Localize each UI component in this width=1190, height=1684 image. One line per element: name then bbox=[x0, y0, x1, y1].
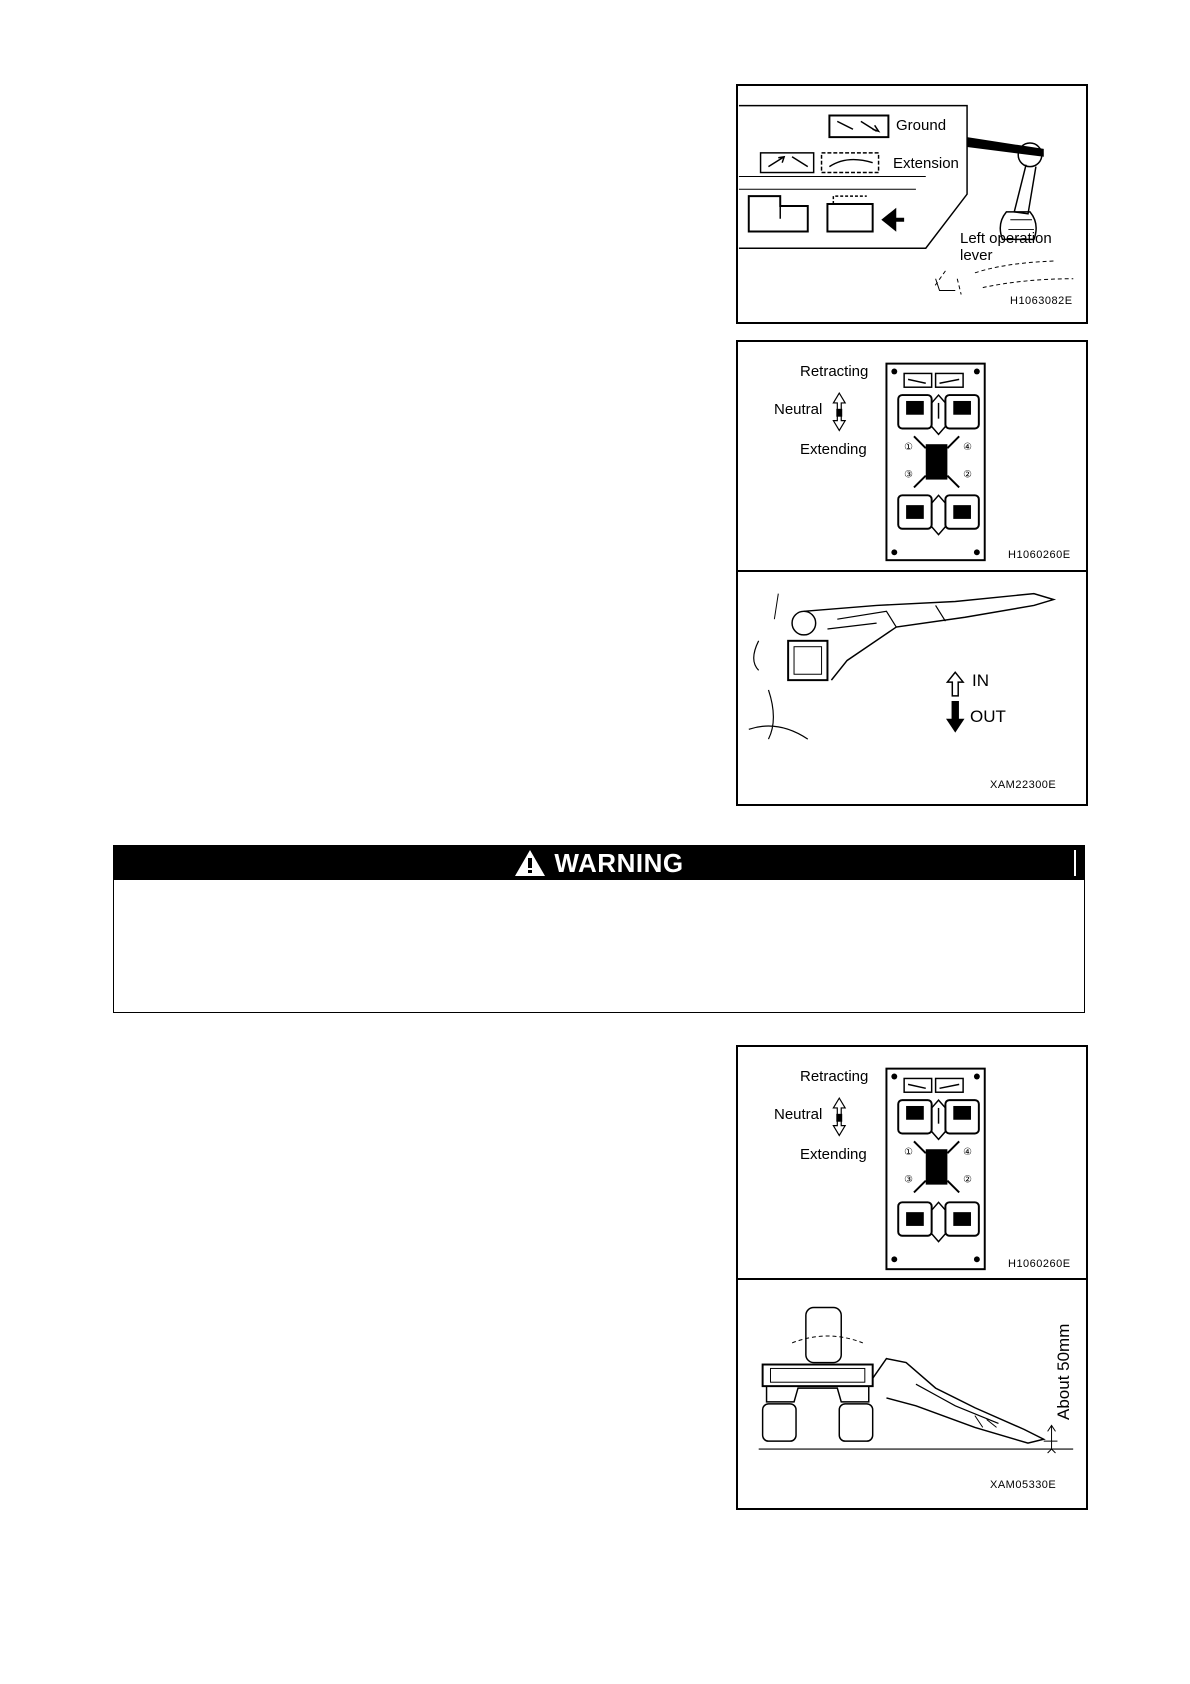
figure-switch-panel-top bbox=[736, 340, 1088, 572]
svg-text:①: ① bbox=[904, 442, 913, 454]
retracting-label: Retracting bbox=[800, 1068, 869, 1085]
figure-code: H1060260E bbox=[1008, 1258, 1071, 1270]
svg-text:③: ③ bbox=[904, 1174, 913, 1186]
warning-box bbox=[113, 845, 1085, 1013]
extending-label: Extending bbox=[800, 441, 867, 458]
figure-switch-panel-bottom bbox=[736, 1045, 1088, 1281]
neutral-label: Neutral bbox=[774, 1106, 823, 1123]
out-label: OUT bbox=[970, 707, 1006, 726]
switch-panel-illustration bbox=[738, 342, 1086, 570]
figure-code: XAM05330E bbox=[990, 1479, 1057, 1491]
warning-header bbox=[114, 846, 1084, 880]
warning-bar-edge bbox=[1074, 850, 1076, 876]
svg-text:④: ④ bbox=[963, 442, 972, 454]
retracting-label: Retracting bbox=[800, 363, 869, 380]
figure-boom-in-out bbox=[736, 570, 1088, 806]
machine-illustration bbox=[738, 1280, 1086, 1508]
warning-title: WARNING bbox=[554, 847, 684, 878]
height-label: About 50mm bbox=[1054, 1323, 1073, 1420]
figure-ground-extension-switch bbox=[736, 84, 1088, 324]
svg-text:①: ① bbox=[904, 1147, 913, 1159]
svg-text:③: ③ bbox=[904, 469, 913, 481]
svg-text:②: ② bbox=[963, 1174, 972, 1186]
svg-text:②: ② bbox=[963, 469, 972, 481]
figure-code: H1063082E bbox=[1010, 295, 1073, 307]
ground-label: Ground bbox=[896, 117, 947, 134]
in-label: IN bbox=[972, 671, 989, 690]
figure-code: XAM22300E bbox=[990, 779, 1057, 791]
extending-label: Extending bbox=[800, 1146, 867, 1163]
figure-code: H1060260E bbox=[1008, 549, 1071, 561]
extension-label: Extension bbox=[893, 155, 959, 172]
figure-boom-lowered bbox=[736, 1278, 1088, 1510]
neutral-label: Neutral bbox=[774, 401, 823, 418]
svg-text:④: ④ bbox=[963, 1147, 972, 1159]
switch-panel-illustration bbox=[738, 1047, 1086, 1279]
left-operation-lever-label: Left operation lever bbox=[960, 230, 1052, 264]
boom-illustration bbox=[738, 572, 1086, 804]
warning-triangle-icon bbox=[514, 849, 546, 877]
